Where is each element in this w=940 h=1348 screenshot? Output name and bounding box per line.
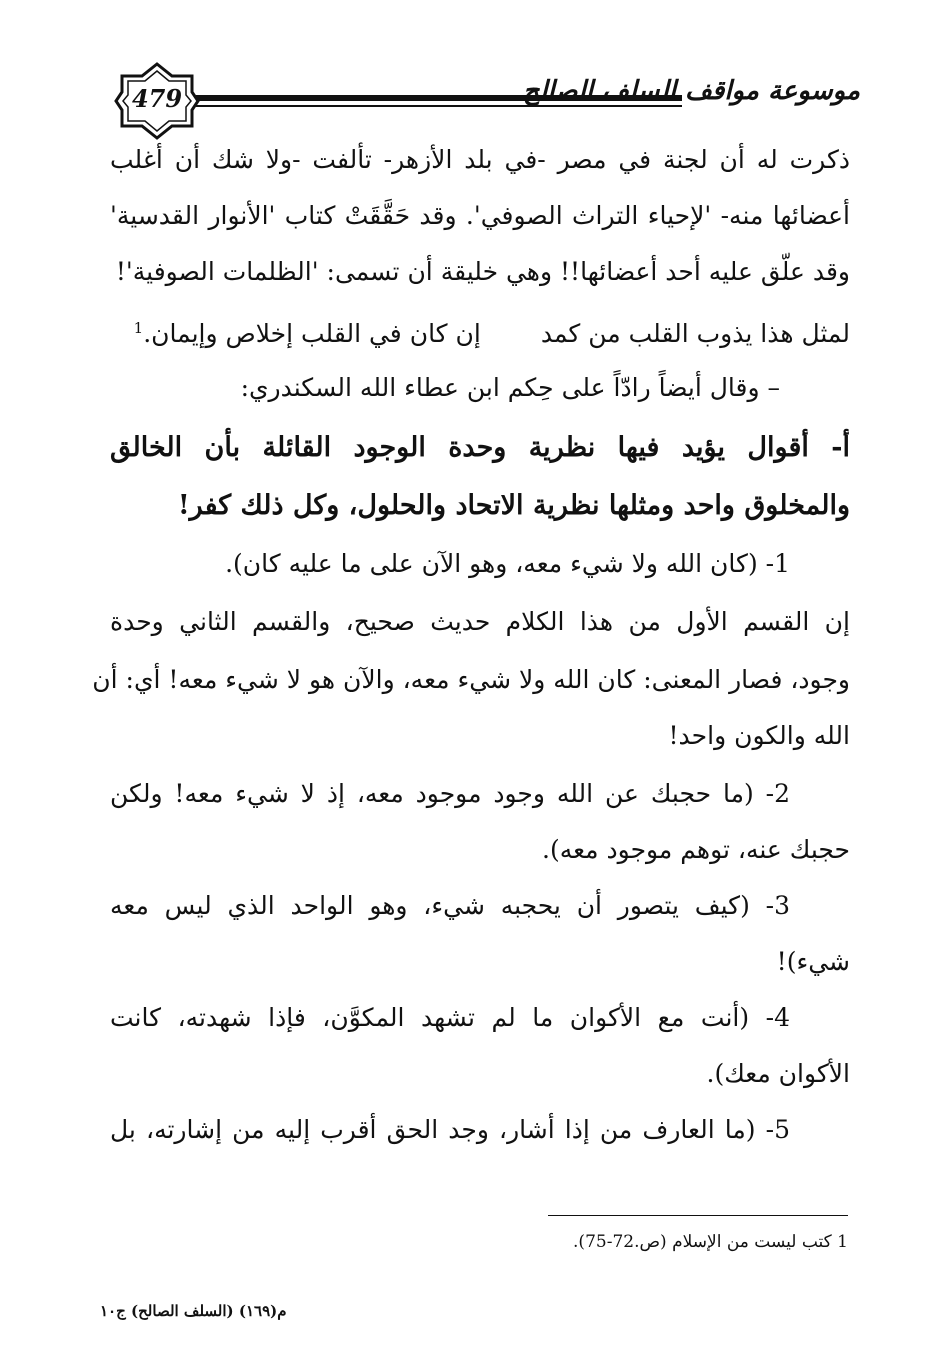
list-item: 2- (ما حجبك عن الله وجود موجود معه، إذ لا شيء معه! ولكن xyxy=(110,779,790,808)
list-item: 4- (أنت مع الأكوان ما لم تشهد المكوَّن، فإذا شهدته، كانت xyxy=(110,1003,790,1032)
text-line: الله والكون واحد! xyxy=(668,721,850,750)
footnote: 1 كتب ليست من الإسلام (ص.72-75). xyxy=(573,1232,848,1252)
list-item: 5- (ما العارف من إذا أشار، وجد الحق أقرب إليه من إشارته، بل xyxy=(110,1115,790,1144)
printer-signature: م(١٦٩) (السلف الصالح) ج١٠ xyxy=(100,1302,287,1320)
text-line: ذكرت له أن لجنة في مصر -في بلد الأزهر- تألفت -ولا شك أن أغلب xyxy=(110,145,850,174)
list-item: 1- (كان الله ولا شيء معه، وهو الآن على ما عليه كان). xyxy=(225,549,790,578)
list-item: 3- (كيف يتصور أن يحجبه شيء، وهو الواحد الذي ليس معه xyxy=(110,891,790,920)
text-line: أعضائها منه- 'لإحياء التراث الصوفي'. وقد حَقَّقَتْ كتاب 'الأنوار القدسية' xyxy=(110,201,850,230)
page-number: 479 xyxy=(131,84,183,113)
text-line: حجبك عنه، توهم موجود معه). xyxy=(542,835,850,864)
text-line: شيء)! xyxy=(776,947,850,976)
text-line: إن القسم الأول من هذا الكلام حديث صحيح، والقسم الثاني وحدة xyxy=(110,607,850,636)
text-line: وجود، فصار المعنى: كان الله ولا شيء معه، والآن هو لا شيء معه! أي: أن xyxy=(92,665,850,694)
page-number-badge xyxy=(114,62,200,140)
verse-first-half: لمثل هذا يذوب القلب من كمد xyxy=(540,319,850,349)
series-title: موسوعة مواقف السلف الصالح xyxy=(522,76,860,106)
text-line: وقد علّق عليه أحد أعضائها!! وهي خليقة أن تسمى: 'الظلمات الصوفية'! xyxy=(115,257,850,286)
section-heading: أ- أقوال يؤيد فيها نظرية وحدة الوجود القائلة بأن الخالق xyxy=(110,432,850,463)
section-heading: والمخلوق واحد ومثلها نظرية الاتحاد والحلول، وكل ذلك كفر! xyxy=(177,490,850,521)
page-header xyxy=(100,62,860,142)
verse-second-half: إن كان في القلب إخلاص وإيمان. xyxy=(143,319,481,349)
verse-line xyxy=(110,308,850,354)
intro-line: – وقال أيضاً رادّاً على حِكم ابن عطاء الله السكندري: xyxy=(240,373,780,402)
text-line: الأكوان معك). xyxy=(706,1059,850,1088)
footnote-reference[interactable]: 1 xyxy=(133,319,144,337)
footnote-rule xyxy=(548,1215,848,1216)
